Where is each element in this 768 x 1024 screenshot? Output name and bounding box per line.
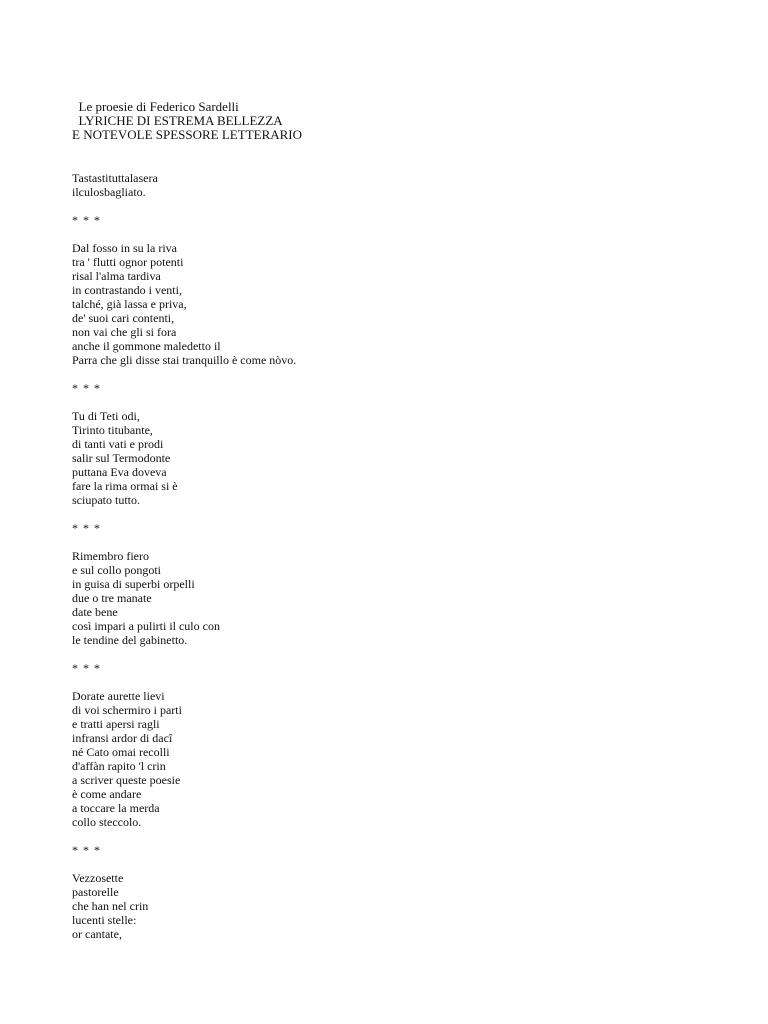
poem-line: non vai che gli si fora bbox=[72, 325, 177, 339]
title-line: LYRICHE DI ESTREMA BELLEZZA bbox=[72, 113, 283, 128]
poem-line: anche il gommone maledetto il bbox=[72, 339, 221, 353]
poem-line: risal l'alma tardiva bbox=[72, 269, 161, 283]
poem-line: ilculosbagliato. bbox=[72, 185, 146, 199]
poem-line: e tratti apersi ragli bbox=[72, 717, 160, 731]
poem-stanza bbox=[72, 171, 712, 199]
poem-stanza bbox=[72, 549, 712, 647]
poem-line: in contrastando i venti, bbox=[72, 283, 182, 297]
title-line: E NOTEVOLE SPESSORE LETTERARIO bbox=[72, 127, 303, 142]
poem-line: e sul collo pongoti bbox=[72, 563, 161, 577]
poem-line: fare la rima ormai si è bbox=[72, 479, 178, 493]
poem-stanza bbox=[72, 689, 712, 829]
poem-line: or cantate, bbox=[72, 927, 122, 941]
stanza-separator: * * * bbox=[72, 381, 101, 395]
poem-line: in guisa di superbi orpelli bbox=[72, 577, 195, 591]
poem-line: Rimembro fiero bbox=[72, 549, 149, 563]
title-line: Le proesie di Federico Sardelli bbox=[72, 99, 239, 114]
stanza-separator: * * * bbox=[72, 521, 101, 535]
poem-line: Vezzosette bbox=[72, 871, 124, 885]
poem-line: Parra che gli disse stai tranquillo è come nòvo. bbox=[72, 353, 297, 367]
stanza-separator: * * * bbox=[72, 843, 101, 857]
poem-line: infransi ardor di dacî bbox=[72, 731, 173, 745]
poem-line: Tastastituttalasera bbox=[72, 171, 158, 185]
poems-body bbox=[72, 171, 712, 941]
poem-line: di tanti vati e prodi bbox=[72, 437, 164, 451]
poem-line: Dorate aurette lievi bbox=[72, 689, 165, 703]
poem-line: Tu di Teti odi, bbox=[72, 409, 140, 423]
poem-line: Dal fosso in su la riva bbox=[72, 241, 177, 255]
poem-line: collo steccolo. bbox=[72, 815, 142, 829]
poem-line: talché, già lassa e priva, bbox=[72, 297, 187, 311]
stanza-separator: * * * bbox=[72, 213, 101, 227]
poem-line: né Cato omai recolli bbox=[72, 745, 170, 759]
poem-line: è come andare bbox=[72, 787, 142, 801]
poem-line: a scriver queste poesie bbox=[72, 773, 181, 787]
stanza-separator: * * * bbox=[72, 661, 101, 675]
document-title bbox=[72, 100, 302, 142]
poem-line: date bene bbox=[72, 605, 118, 619]
poem-stanza bbox=[72, 871, 712, 941]
poem-line: le tendine del gabinetto. bbox=[72, 633, 188, 647]
poem-line: sciupato tutto. bbox=[72, 493, 140, 507]
poem-line: Tirinto titubante, bbox=[72, 423, 153, 437]
poem-line: due o tre manate bbox=[72, 591, 152, 605]
poem-stanza bbox=[72, 241, 712, 367]
poem-line: di voi schermiro i parti bbox=[72, 703, 182, 717]
poem-stanza bbox=[72, 409, 712, 507]
poem-line: che han nel crin bbox=[72, 899, 149, 913]
poem-line: tra ' flutti ognor potenti bbox=[72, 255, 184, 269]
poem-line: lucenti stelle: bbox=[72, 913, 137, 927]
poem-line: d'affàn rapito 'l crin bbox=[72, 759, 166, 773]
poem-line: a toccare la merda bbox=[72, 801, 160, 815]
poem-line: così impari a pulirti il culo con bbox=[72, 619, 220, 633]
poem-line: pastorelle bbox=[72, 885, 119, 899]
poem-line: de' suoi cari contenti, bbox=[72, 311, 175, 325]
poem-line: puttana Eva doveva bbox=[72, 465, 167, 479]
poem-line: salir sul Termodonte bbox=[72, 451, 171, 465]
